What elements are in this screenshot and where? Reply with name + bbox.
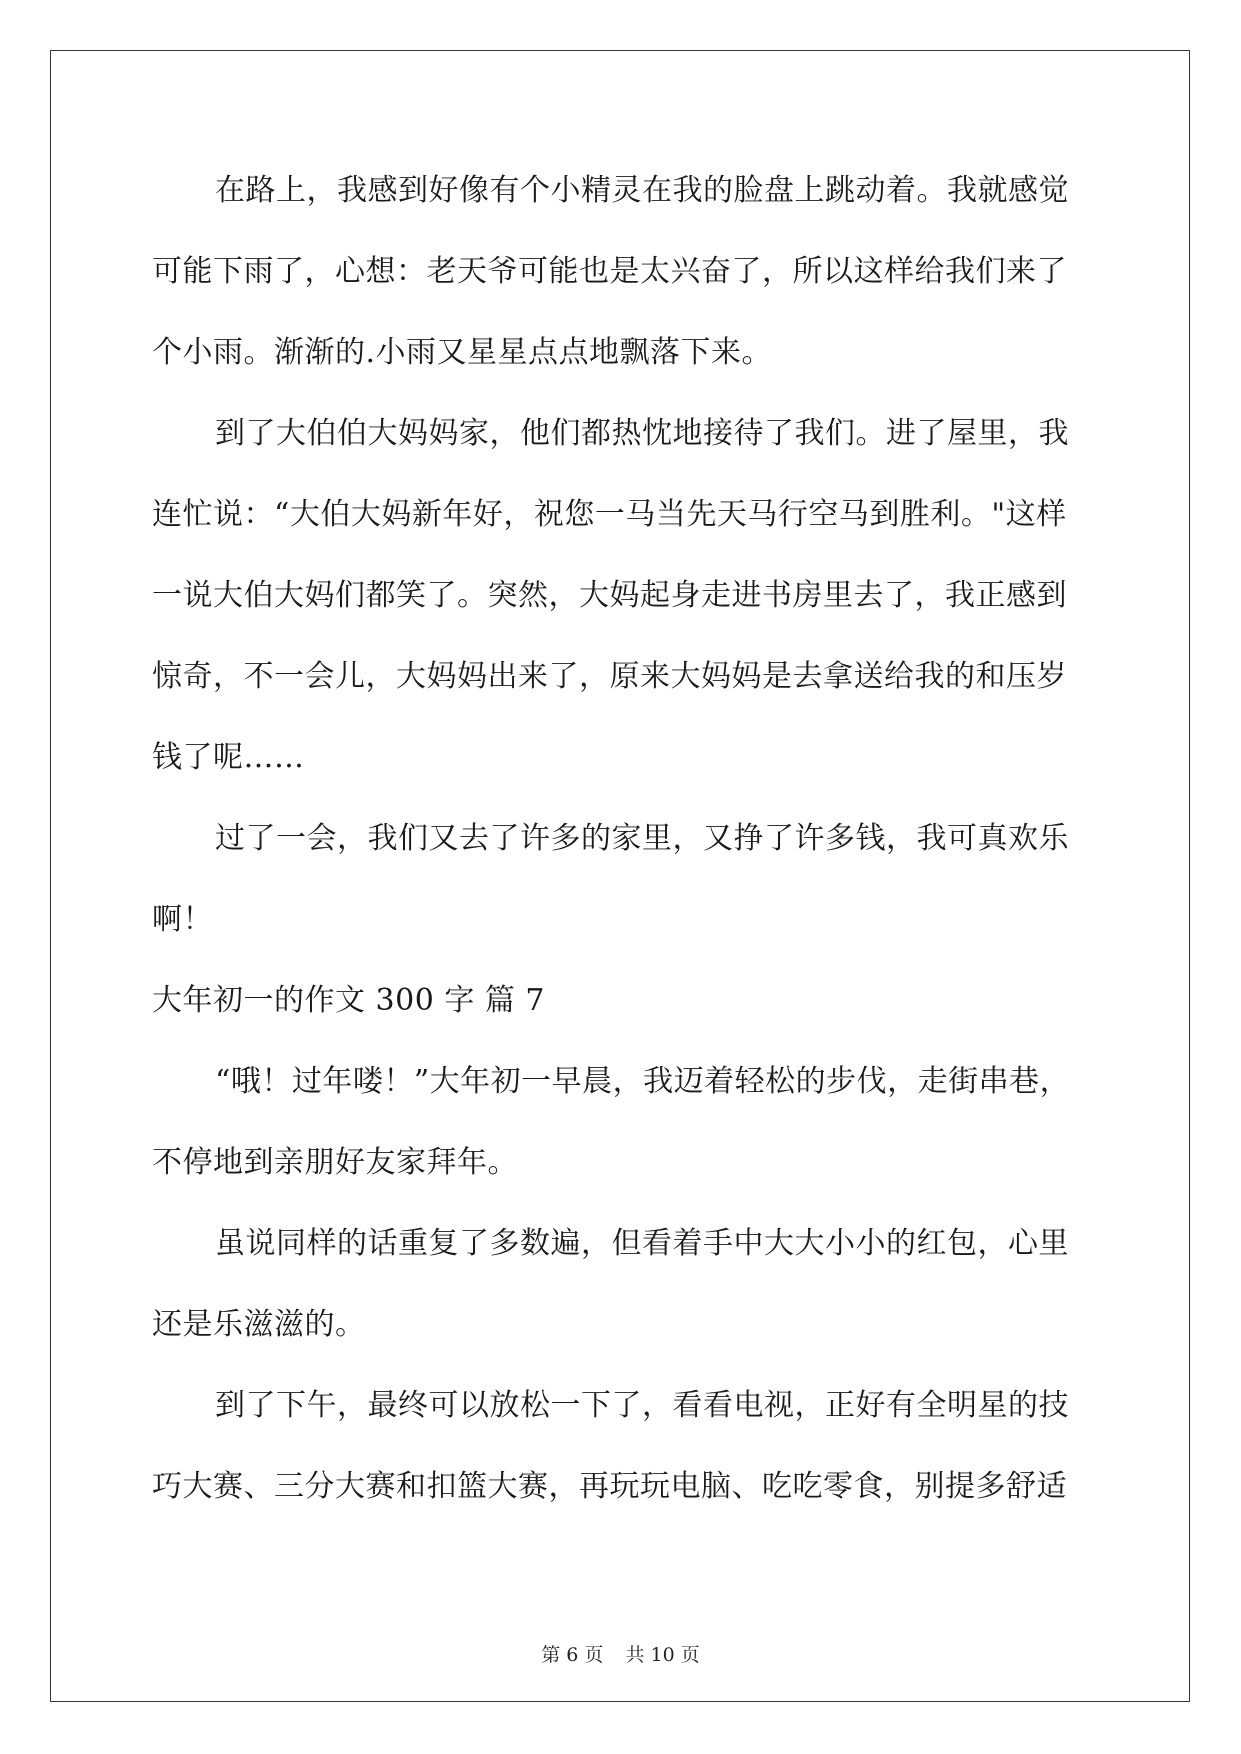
paragraph-line: “哦！过年喽！”大年初一早晨，我迈着轻松的步伐，走街串巷， (215, 1064, 1071, 1099)
paragraph-line: 个小雨。渐渐的.小雨又星星点点地飘落下来。 (152, 335, 773, 370)
page-number-total: 共 10 页 (625, 1644, 700, 1666)
paragraph-line: 可能下雨了，心想：老天爷可能也是太兴奋了，所以这样给我们来了 (152, 254, 1067, 289)
document-body (152, 150, 1088, 1527)
page-footer (0, 1640, 1241, 1667)
paragraph-line: 到了下午，最终可以放松一下了，看看电视，正好有全明星的技 (215, 1388, 1069, 1423)
page-number-current: 第 6 页 (541, 1644, 604, 1666)
paragraph-line: 一说大伯大妈们都笑了。突然，大妈起身走进书房里去了，我正感到 (152, 578, 1067, 613)
paragraph-line: 过了一会，我们又去了许多的家里，又挣了许多钱，我可真欢乐 (215, 821, 1069, 856)
paragraph-line: 啊！ (152, 902, 213, 937)
paragraph-line: 惊奇，不一会儿，大妈妈出来了，原来大妈妈是去拿送给我的和压岁 (152, 659, 1067, 694)
paragraph-line: 还是乐滋滋的。 (152, 1307, 366, 1342)
paragraph-line: 虽说同样的话重复了多数遍，但看着手中大大小小的红包，心里 (215, 1226, 1069, 1261)
section-heading: 大年初一的作文 300 字 篇 7 (152, 983, 545, 1018)
paragraph-line: 不停地到亲朋好友家拜年。 (152, 1145, 518, 1180)
paragraph-line: 钱了呢…… (152, 740, 305, 775)
paragraph-line: 巧大赛、三分大赛和扣篮大赛，再玩玩电脑、吃吃零食，别提多舒适 (152, 1469, 1067, 1504)
paragraph-line: 在路上，我感到好像有个小精灵在我的脸盘上跳动着。我就感觉 (215, 173, 1069, 208)
paragraph-line: 到了大伯伯大妈妈家，他们都热忱地接待了我们。进了屋里，我 (215, 416, 1069, 451)
paragraph-line: 连忙说：“大伯大妈新年好，祝您一马当先天马行空马到胜利。"这样 (152, 497, 1067, 532)
